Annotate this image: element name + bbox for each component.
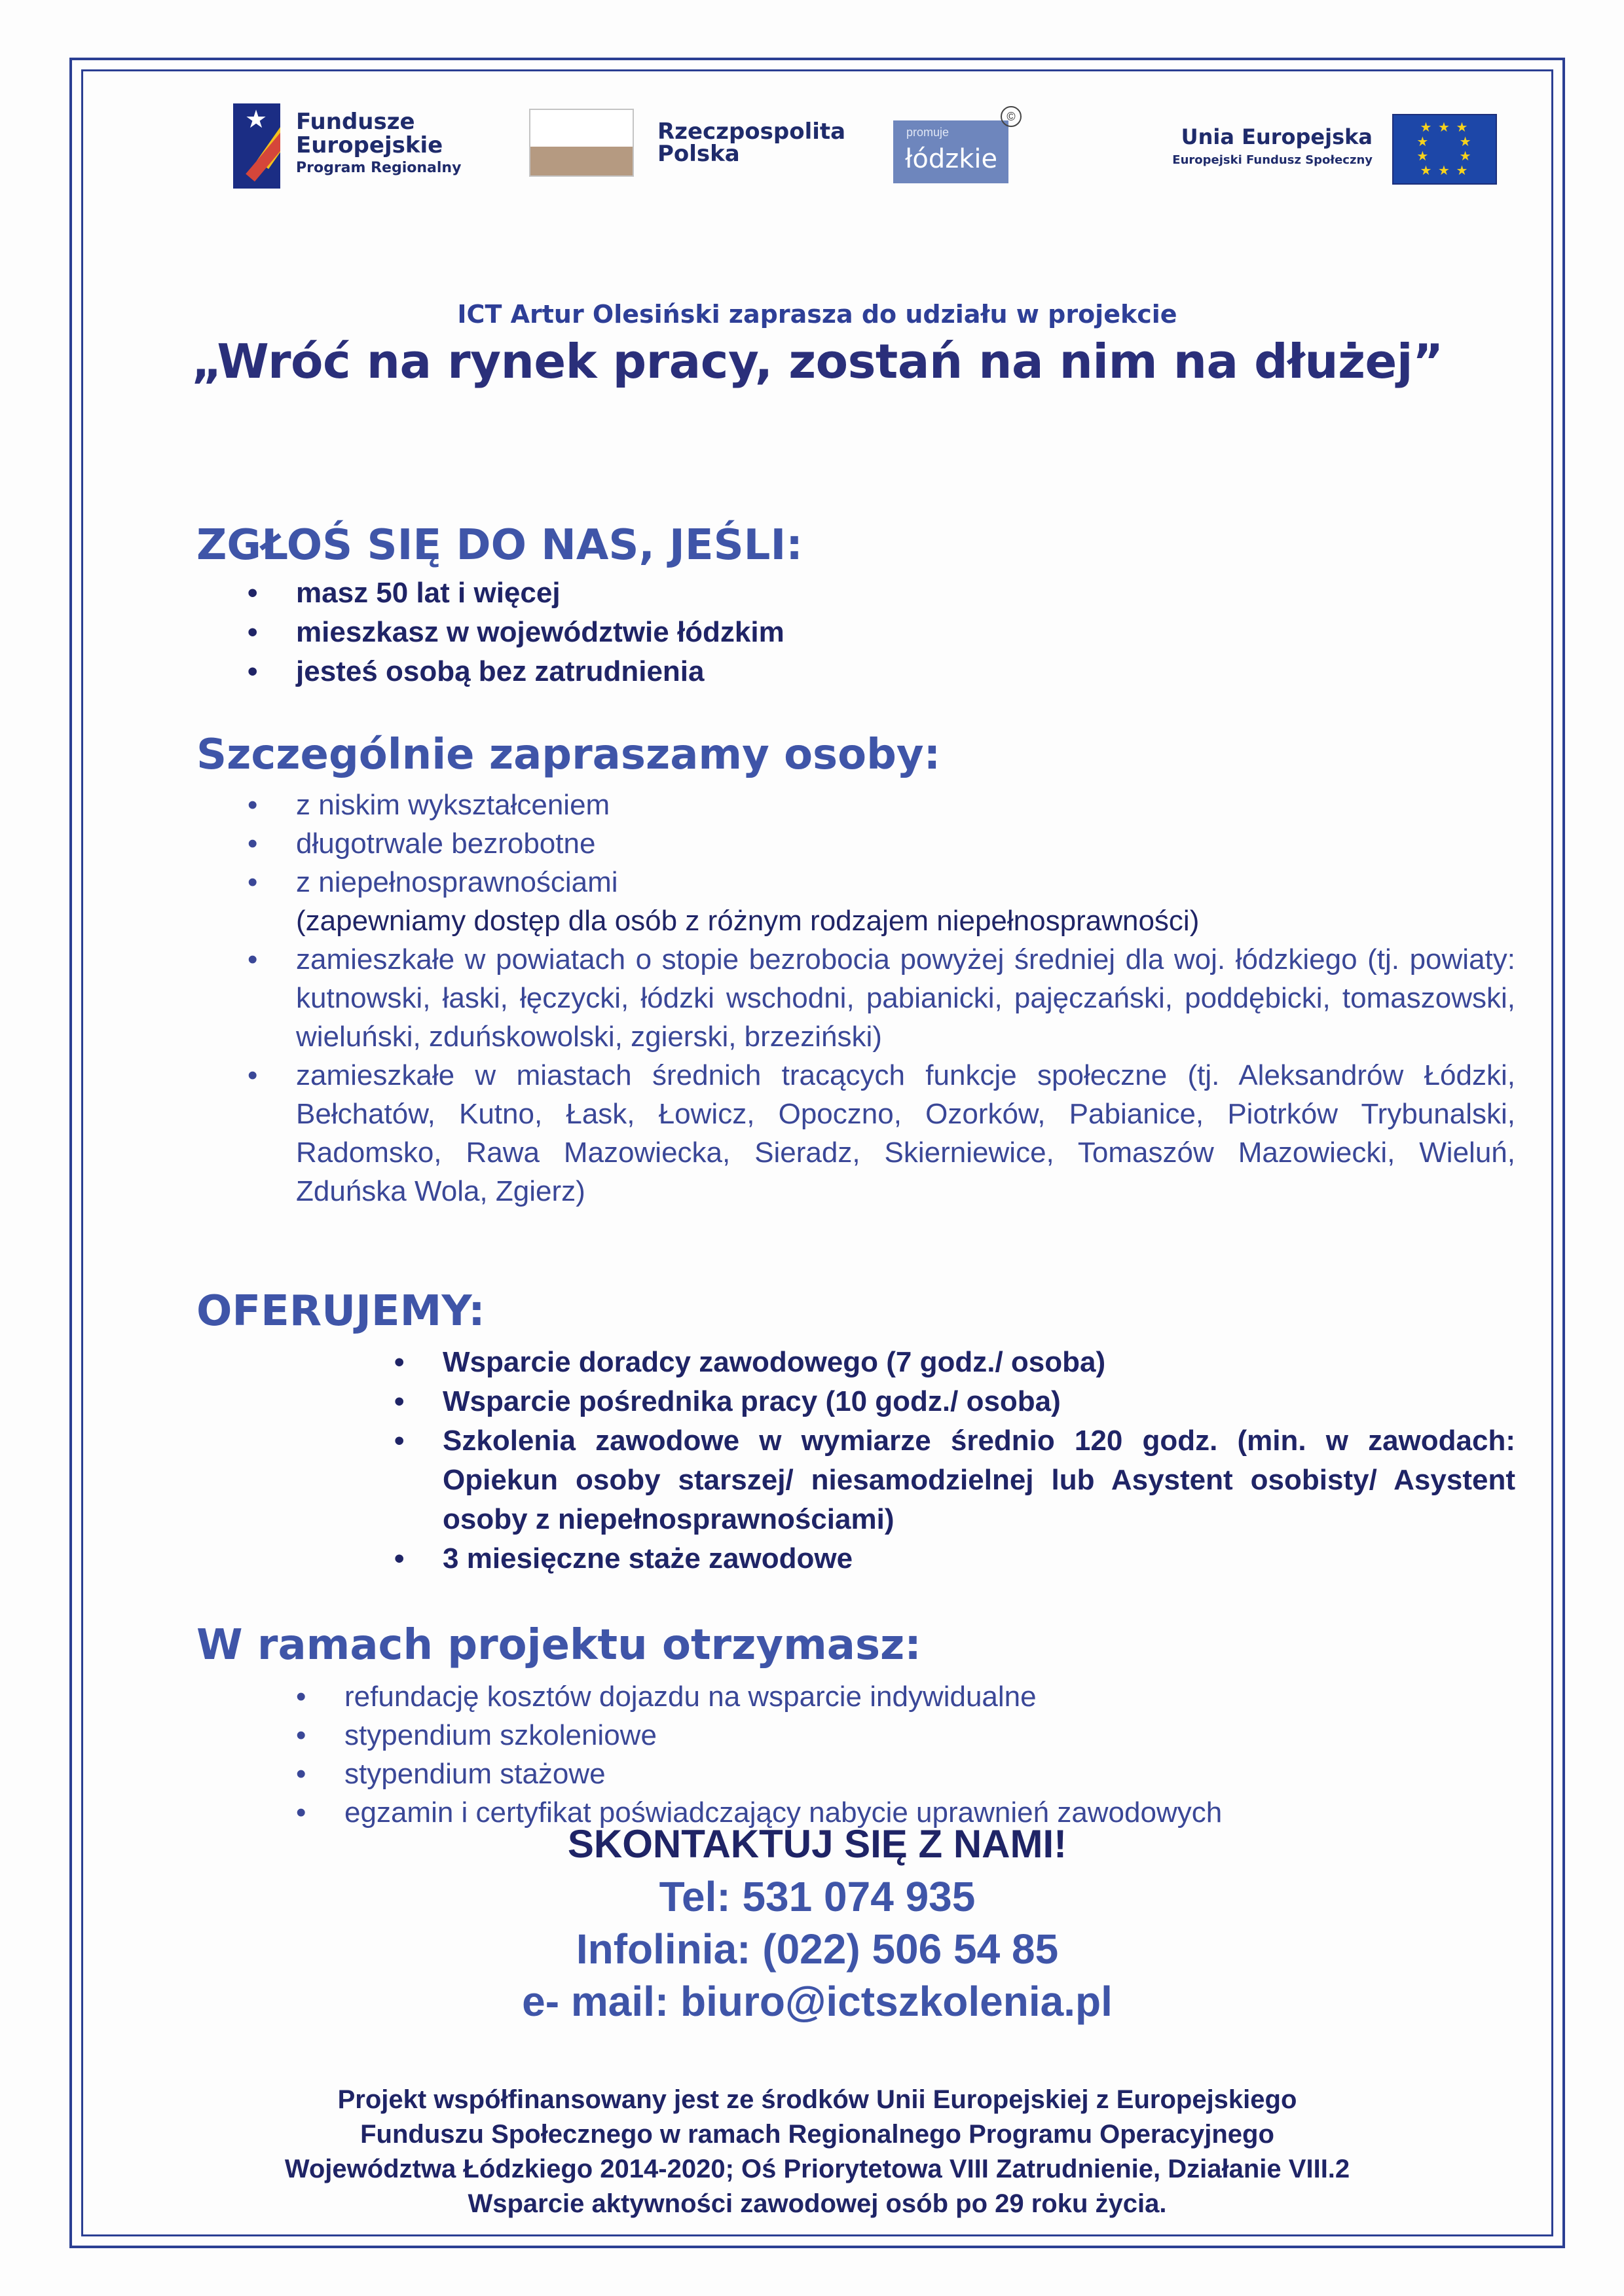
fundusze-europejskie-logo (233, 103, 521, 195)
fundusze-line2: Europejskie (296, 132, 443, 158)
copyright-icon: © (1001, 106, 1022, 127)
fundusze-line3: Program Regionalny (296, 160, 462, 176)
section3-heading: OFERUJEMY: (196, 1287, 485, 1336)
ue-line1: Unia Europejska (1181, 124, 1373, 149)
section4-heading: W ramach projektu otrzymasz: (196, 1621, 921, 1669)
contact-email: e- mail: biuro@ictszkolenia.pl (522, 1978, 1113, 2025)
list-item: • z niepełnosprawnościami (zapewniamy dostęp dla osób z różnym rodzajem niepełnosprawności) (296, 863, 1515, 940)
section3-list (394, 1343, 1515, 1578)
contact-infolinia: Infolinia: (022) 506 54 85 (576, 1925, 1059, 1973)
footer-line4: Wsparcie aktywności zawodowej osób po 29 roku życia. (468, 2189, 1167, 2218)
bullet-icon: • (248, 866, 258, 898)
list-item: • zamieszkałe w powiatach o stopie bezrobocia powyżej średniej dla woj. łódzkiego (tj. powiaty: kutnowski, łaski, łęczycki, łódzki wschodni, pabianicki, pajęczański, poddębicki, tomaszowski, wieluński, zduńskowolski, zgierski, brzeziński) (296, 940, 1515, 1056)
rzeczpospolita-polska-logo (529, 109, 870, 187)
list-item: • zamieszkałe w miastach średnich tracących funkcje społeczne (tj. Aleksandrów Łódzki, Bełchatów, Kutno, Łask, Łowicz, Opoczno, Ozorków, Pabianice, Piotrków Trybunalski, Radomsko, Rawa Mazowiecka, Sieradz, Skierniewice, Tomaszów Mazowiecki, Wieluń, Zduńska Wola, Zgierz) (296, 1056, 1515, 1211)
list-item: • długotrwale bezrobotne (296, 824, 1515, 863)
bullet-icon: • (248, 655, 258, 687)
list-item: • stypendium szkoleniowe (344, 1716, 1510, 1755)
bullet-icon: • (296, 1796, 306, 1829)
list-item: • masz 50 lat i więcej (296, 574, 1475, 613)
bullet-icon: • (248, 616, 258, 648)
fundusze-line1: Fundusze (296, 109, 415, 135)
bullet-icon: • (248, 828, 258, 860)
section2-heading: Szczególnie zapraszamy osoby: (196, 731, 941, 779)
bullet-icon: • (394, 1385, 405, 1417)
accessibility-note: (zapewniamy dostęp dla osób z różnym rodzajem niepełnosprawności) (296, 905, 1200, 937)
bullet-icon: • (394, 1346, 405, 1378)
list-item: • Szkolenia zawodowe w wymiarze średnio 120 godz. (min. w zawodach: Opiekun osoby starszej/ niesamodzielnej lub Asystent osobisty/ Asystent osoby z niepełnosprawnościami) (443, 1421, 1515, 1539)
section1-list (248, 574, 1475, 691)
contact-heading: SKONTAKTUJ SIĘ Z NAMI! (567, 1822, 1067, 1866)
fundusze-flag-icon: ★ (233, 103, 280, 189)
bullet-icon: • (296, 1681, 306, 1713)
eu-flag-icon: ★ ★ ★ ★ ★ ★ ★ ★ ★ ★ (1392, 114, 1497, 185)
ue-line2: Europejski Fundusz Społeczny (1172, 153, 1373, 167)
list-item: • 3 miesięczne staże zawodowe (443, 1539, 1515, 1578)
bullet-icon: • (394, 1542, 405, 1575)
footer-line1: Projekt współfinansowany jest ze środków Unii Europejskiej z Europejskiego (337, 2085, 1297, 2114)
bullet-icon: • (248, 943, 258, 975)
list-item: • Wsparcie doradcy zawodowego (7 godz./ osoba) (443, 1343, 1515, 1382)
rp-line1: Rzeczpospolita (657, 118, 846, 145)
list-item: • z niskim wykształceniem (296, 786, 1515, 824)
list-item: • stypendium stażowe (344, 1755, 1510, 1793)
bullet-icon: • (296, 1758, 306, 1790)
funding-footer (160, 2083, 1475, 2221)
list-item: • jesteś osobą bez zatrudnienia (296, 652, 1475, 691)
lodzkie-logo (893, 107, 1044, 185)
intro-line: ICT Artur Olesiński zaprasza do udziału w projekcie (457, 300, 1177, 329)
bullet-icon: • (394, 1425, 405, 1457)
contact-tel: Tel: 531 074 935 (659, 1873, 976, 1920)
rp-line2: Polska (657, 141, 740, 167)
unia-europejska-logo (1083, 109, 1502, 187)
footer-line3: Województwa Łódzkiego 2014-2020; Oś Priorytetowa VIII Zatrudnienie, Działanie VIII.2 (284, 2155, 1350, 2183)
section2-list (248, 786, 1515, 1211)
list-item: • Wsparcie pośrednika pracy (10 godz./ osoba) (443, 1382, 1515, 1421)
section1-heading: ZGŁOŚ SIĘ DO NAS, JEŚLI: (196, 521, 803, 570)
bullet-icon: • (248, 577, 258, 609)
project-title: „Wróć na rynek pracy, zostań na nim na dłużej” (191, 334, 1443, 389)
lodzkie-name: łódzkie (905, 144, 998, 174)
list-item: • egzamin i certyfikat poświadczający nabycie uprawnień zawodowych (344, 1793, 1510, 1832)
bullet-icon: • (248, 1059, 258, 1091)
list-item: • refundację kosztów dojazdu na wsparcie indywidualne (344, 1677, 1510, 1716)
bullet-icon: • (296, 1719, 306, 1751)
lodzkie-box (893, 120, 1008, 183)
section4-list (296, 1677, 1510, 1832)
polish-flag-icon (529, 109, 634, 177)
list-item: • mieszkasz w województwie łódzkim (296, 613, 1475, 652)
bullet-icon: • (248, 789, 258, 821)
flyer-page (81, 69, 1553, 2236)
footer-line2: Funduszu Społecznego w ramach Regionalnego Programu Operacyjnego (360, 2120, 1274, 2149)
lodzkie-promuje: promuje (906, 126, 950, 139)
